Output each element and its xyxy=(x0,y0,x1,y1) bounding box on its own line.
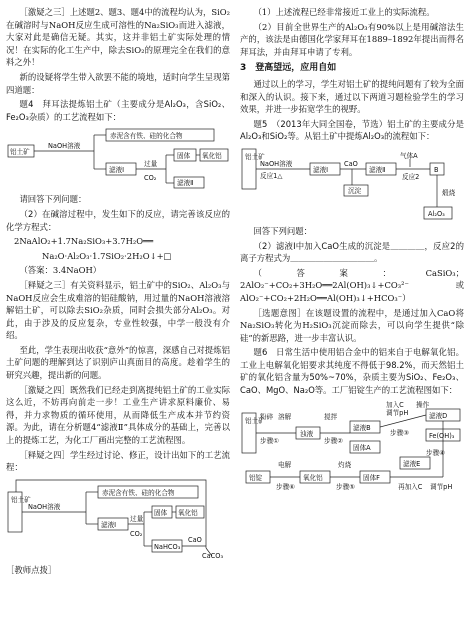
flow-label: B xyxy=(434,165,439,174)
paragraph: 新的设疑将学生带入欲罢不能的境地，适时向学生呈现第四道题： xyxy=(6,71,230,95)
left-column xyxy=(6,6,230,578)
flow-label: CaO xyxy=(188,535,202,544)
flow-label: 调节pH xyxy=(386,408,409,417)
flow-label: NaOH溶液 xyxy=(28,502,61,511)
equation-line: Na₂O·Al₂O₃·1.7SiO₂·2H₂O↓+□ xyxy=(42,250,172,261)
flow-label: 煅烧 xyxy=(442,188,456,197)
flow-label: 步骤① xyxy=(260,436,280,445)
flow-label: 铝土矿 xyxy=(10,148,30,157)
equation-line: 2NaAlO₂+1.7Na₂SiO₃+3.7H₂O══ xyxy=(14,236,154,247)
flow-label: 滤液E xyxy=(403,459,421,468)
paragraph: （2）目前全世界生产的Al₂O₃有90%以上是用碱溶法生产的，该法是由德国化学家拜耳在1889–1892年提出而得名拜耳法，并由拜耳申请了专利。 xyxy=(240,21,464,57)
flow-label: Fe(OH)₃ xyxy=(429,431,455,440)
question-5: 题5 （2013年大同全国卷，节选）铝土矿的主要成分是Al₂O₃和SiO₂等。从铝土矿中提炼Al₂O₃的流程如下： xyxy=(240,118,464,142)
paragraph: （1）上述流程已经非常接近工业上的实际流程。 xyxy=(253,7,435,17)
flow-label: 过量 xyxy=(130,514,144,523)
teacher-note-heading: ［教师点拨］ xyxy=(6,564,57,575)
flowchart-4 xyxy=(240,399,464,491)
flow-label: 步骤② xyxy=(324,436,344,445)
flowchart-2 xyxy=(6,476,230,560)
paragraph: （2）在碱溶过程中，发生如下的反应，请完善该反应的化学方程式： xyxy=(6,208,230,232)
flowchart-3 xyxy=(240,145,464,221)
right-column xyxy=(240,6,464,495)
flow-label: 加入C xyxy=(386,400,404,409)
answer: （答案：CaSiO₃；2AlO₂⁻+CO₂+3H₂O══2Al(OH)₃↓+CO₃²⁻或AlO₂⁻+CO₂+2H₂O══Al(OH)₃↓+HCO₃⁻） xyxy=(240,267,464,303)
paragraph: 通过以上的学习，学生对铝土矿的提纯问题有了较为全面和深入的认识。接下来，通过以下两道习题检验学生的学习效果，并进一步拓宽学生的视野。 xyxy=(240,78,464,115)
paragraph: 至此，学生表现出收获“意外”的惊喜，深感自己对提炼铝土矿问题的理解到达了识别庐山真面目的高度。趁着学生的研究兴趣，提出新的问题。 xyxy=(6,344,230,381)
paragraph: ［释疑之三］有关资料显示，铝土矿中的SiO₂、Al₂O₃与NaOH反应会生成难溶的铝硅酸钠，用过量的NaOH溶液溶解铝土矿，可以除去SiO₂杂质，同时会损失部分Al₂O₃。对此，由于涉及的反应复杂，专业性较强，中学一般没有介绍。 xyxy=(6,279,230,341)
flow-label: 反应1△ xyxy=(260,171,283,180)
flow-label: 步骤⑥ xyxy=(276,482,296,491)
flow-label: 溶解 xyxy=(278,412,292,421)
flow-label: 滤液B xyxy=(353,423,371,432)
flow-label: 赤泥含有铁、硅的化合物 xyxy=(102,488,175,497)
flow-label: 步骤③ xyxy=(390,428,410,437)
flow-label: 气体A xyxy=(400,151,418,160)
flow-label: 沉淀 xyxy=(348,186,362,195)
paragraph: 请回答下列问题： xyxy=(19,194,87,205)
question-part: （2）滤液Ⅰ中加入CaO生成的沉淀是＿＿＿＿，反应2的离子方程式为＿＿＿＿＿＿＿＿＿＿。 xyxy=(240,240,464,264)
flow-label: 氧化铝 xyxy=(303,473,323,482)
paragraph: ［选题意图］在该题设置的流程中，是通过加入CaO将Na₂SiO₃转化为H₂SiO₃沉淀而除去，可以向学生提供“除硅”的新思路，进一步丰富认识。 xyxy=(240,307,464,343)
flow-label: 步骤④ xyxy=(426,448,446,457)
flow-label: CaCO₃ xyxy=(202,551,224,560)
flow-label: 赤泥含有铁、硅的化合物 xyxy=(110,132,183,141)
flow-label: 过量 xyxy=(144,160,158,169)
section-heading: 3 登高望远，应用自如 xyxy=(240,63,337,74)
flow-label: NaOH溶液 xyxy=(260,159,293,168)
flow-label: 浊液 xyxy=(300,429,314,438)
flow-label: 再加入C xyxy=(398,482,423,491)
flow-label: 铝土矿 xyxy=(245,416,265,425)
flow-label: 滤液Ⅱ xyxy=(369,165,386,174)
flow-label: 固体 xyxy=(177,152,191,161)
flow-label: NaHCO₃ xyxy=(154,542,181,551)
flow-label: 氧化铝 xyxy=(178,508,198,517)
flow-label: 铝土矿 xyxy=(11,495,31,504)
paragraph: ［释疑之四］学生经过讨论、修正，设计出如下的工艺流程： xyxy=(6,449,230,473)
flow-label: 固体F xyxy=(363,473,380,482)
flow-label: 步骤⑤ xyxy=(336,482,356,491)
flow-label: 滤液D xyxy=(429,411,448,420)
flow-label: 电解 xyxy=(278,460,292,469)
flow-label: 铝土矿 xyxy=(245,152,265,161)
flow-label: 滤液Ⅱ xyxy=(177,179,194,188)
paragraph: 回答下列问题： xyxy=(253,225,313,236)
flow-label: 调节pH xyxy=(430,482,453,491)
flow-label: 铝锭 xyxy=(249,473,263,482)
flow-label: 滤液Ⅰ xyxy=(101,520,117,529)
flow-label: CO₂ xyxy=(130,529,143,538)
question-6: 题6 日常生活中使用铝合金中的铝来自于电解氧化铝。工业上电解氧化铝要求其纯度不得低于98.2%，而天然铝土矿的氧化铝含量为50%~70%，杂质主要为SiO₂、Fe₂O₃、CaO、MgO、Na₂O等。工厂铝锭生产的工艺流程图如下： xyxy=(240,347,464,396)
flowchart-1 xyxy=(6,125,230,189)
flow-label: 固体A xyxy=(353,443,371,452)
flow-label: 氧化铝 xyxy=(202,152,222,161)
flow-label: 粉碎 xyxy=(260,412,274,421)
flow-label: 反应2 xyxy=(402,172,420,181)
flow-label: 操作 xyxy=(416,400,430,409)
paragraph: ［激疑之三］上述题2、题3、题4中的流程均认为，SiO₂在碱溶时与NaOH反应生成可溶性的Na₂SiO₃而进入滤液，大家对此是确信无疑。其实，这并非铝土矿实际处理的情况！在实际的化工生产中，除去SiO₂的原理完全在我们的意料之外！ xyxy=(6,7,230,68)
answer: （答案：3.4NaOH） xyxy=(19,265,102,276)
flow-label: CaO xyxy=(344,159,358,168)
flow-label: 固体 xyxy=(154,508,168,517)
flow-label: CO₂ xyxy=(144,174,157,183)
flow-label: 灼烧 xyxy=(338,460,352,469)
flow-label: 搅拌 xyxy=(324,412,338,421)
flow-label: Al₂O₃ xyxy=(428,209,445,218)
flow-label: NaOH溶液 xyxy=(48,142,81,151)
question-4: 题4 拜耳法提炼铝土矿（主要成分是Al₂O₃，含SiO₂、Fe₂O₃杂质）的工艺流程如下： xyxy=(6,99,230,122)
paragraph: ［激疑之四］既然我们已经走到离提纯铝土矿的工业实际这么近，不妨再向前走一步！工业生产讲求原料廉价、易得，并力求物质的循环使用，从而降低生产成本并节约资源。为此，请在分析题4“滤液Ⅱ”具体成分的基础上，完善以上的提炼工艺，为化工厂画出完整的工艺流程图。 xyxy=(6,384,230,446)
flow-label: 滤液Ⅰ xyxy=(109,166,125,175)
flow-label: 滤液Ⅰ xyxy=(313,165,329,174)
